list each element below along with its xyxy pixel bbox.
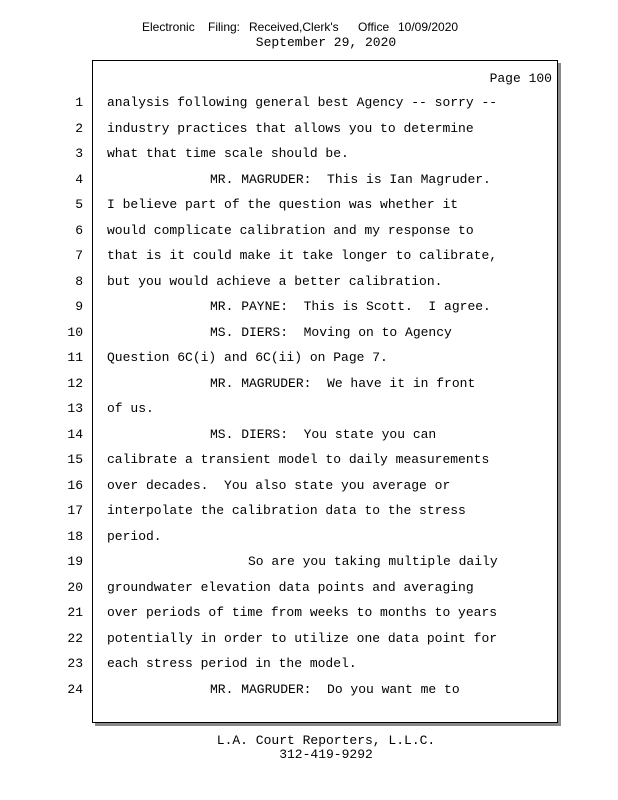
line-text: interpolate the calibration data to the stress	[107, 503, 466, 518]
transcript-line	[0, 401, 618, 421]
line-number: 16	[67, 477, 83, 493]
filing-stamp-filing: Filing:	[208, 20, 241, 34]
transcript-line	[0, 452, 618, 472]
line-number: 17	[67, 503, 83, 518]
transcript-line	[0, 503, 618, 523]
deposition-date: September 29, 2020	[255, 35, 397, 50]
line-number: 2	[75, 120, 83, 136]
line-text: calibrate a transient model to daily measurements	[107, 452, 490, 467]
transcript-line	[0, 172, 618, 192]
line-text: industry practices that allows you to determine	[107, 120, 474, 136]
line-number: 14	[67, 426, 83, 442]
line-text: MS. DIERS: You state you can	[210, 426, 437, 442]
line-text: MR. MAGRUDER: This is Ian Magruder.	[210, 171, 491, 187]
line-number: 9	[75, 299, 83, 314]
line-text: MR. PAYNE: This is Scott. I agree.	[210, 299, 491, 314]
transcript-line	[0, 529, 618, 549]
line-text: of us.	[107, 401, 154, 416]
transcript-line	[0, 656, 618, 676]
transcript-line	[0, 197, 618, 217]
line-text: would complicate calibration and my response to	[107, 222, 474, 238]
transcript-line	[0, 299, 618, 319]
line-text: potentially in order to utilize one data point for	[107, 630, 498, 646]
page-number: Page 100	[489, 71, 552, 86]
line-text: each stress period in the model.	[107, 656, 357, 671]
line-text: over periods of time from weeks to months to years	[107, 605, 498, 620]
transcript-line	[0, 427, 618, 447]
line-text: but you would achieve a better calibration.	[107, 273, 443, 289]
line-number: 10	[67, 324, 83, 340]
line-text: MS. DIERS: Moving on to Agency	[210, 324, 452, 340]
filing-stamp-office: Office	[358, 20, 390, 34]
transcript-line	[0, 350, 618, 370]
transcript-line	[0, 478, 618, 498]
line-number: 19	[67, 554, 83, 569]
transcript-line	[0, 95, 618, 115]
transcript-line	[0, 223, 618, 243]
line-number: 5	[75, 197, 83, 212]
line-text: MR. MAGRUDER: We have it in front	[210, 375, 476, 391]
court-reporter-phone: 312-419-9292	[279, 747, 373, 762]
line-number: 12	[67, 375, 83, 391]
line-text: Question 6C(i) and 6C(ii) on Page 7.	[107, 350, 388, 365]
line-text: So are you taking multiple daily	[248, 554, 498, 569]
transcript-line	[0, 274, 618, 294]
transcript-line	[0, 146, 618, 166]
line-number: 6	[75, 222, 83, 238]
filing-stamp-received: Received,Clerk's	[249, 20, 339, 34]
line-number: 20	[67, 579, 83, 595]
transcript-line	[0, 376, 618, 396]
electronic-filing-stamp	[0, 20, 618, 36]
line-number: 18	[67, 528, 83, 544]
line-number: 22	[67, 630, 83, 646]
line-text: MR. MAGRUDER: Do you want me to	[210, 681, 460, 697]
transcript-line	[0, 605, 618, 625]
line-text: period.	[107, 528, 162, 544]
transcript-line	[0, 248, 618, 268]
filing-stamp-date: 10/09/2020	[398, 20, 459, 34]
transcript-line	[0, 682, 618, 702]
line-text: I believe part of the question was whether it	[107, 197, 459, 212]
line-number: 15	[67, 452, 83, 467]
line-text: analysis following general best Agency -- sorry --	[107, 95, 498, 110]
transcript-line	[0, 121, 618, 141]
line-text: groundwater elevation data points and averaging	[107, 579, 474, 595]
line-number: 24	[67, 681, 83, 697]
line-text: what that time scale should be.	[107, 146, 349, 161]
court-reporter-name: L.A. Court Reporters, L.L.C.	[216, 733, 436, 748]
line-number: 7	[75, 248, 83, 263]
transcript-line	[0, 580, 618, 600]
filing-stamp-electronic: Electronic	[142, 20, 195, 34]
line-number: 21	[67, 605, 83, 620]
line-number: 23	[67, 656, 83, 671]
line-text: over decades. You also state you average or	[107, 477, 451, 493]
transcript-line	[0, 325, 618, 345]
line-number: 11	[67, 350, 83, 365]
line-number: 1	[75, 95, 83, 110]
line-number: 4	[75, 171, 83, 187]
line-number: 8	[75, 273, 83, 289]
line-number: 3	[75, 146, 83, 161]
line-text: that is it could make it take longer to calibrate,	[107, 248, 498, 263]
transcript-line	[0, 631, 618, 651]
transcript-line	[0, 554, 618, 574]
line-number: 13	[67, 401, 83, 416]
